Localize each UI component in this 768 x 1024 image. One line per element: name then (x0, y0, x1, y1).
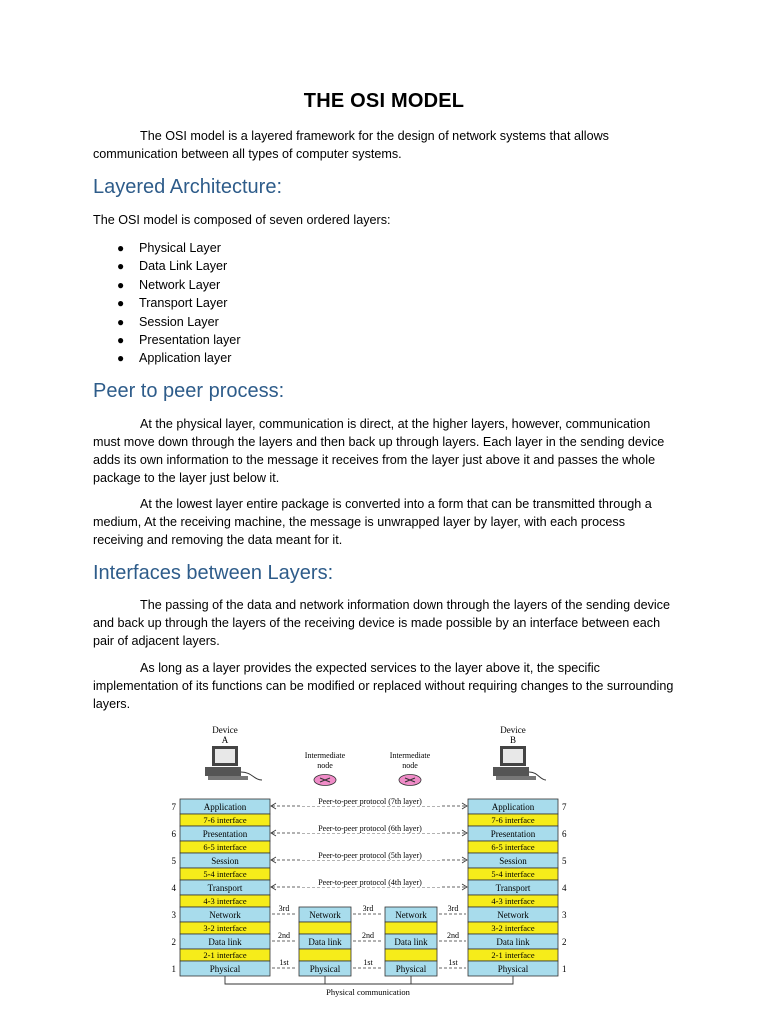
layer-number: 7 (562, 802, 567, 812)
interfaces-paragraph-2: As long as a layer provides the expected services to the layer above it, the specific implementation of its functions can be modified or replaced without requiring changes to the surrounding layers. (93, 661, 674, 711)
bullet-icon: ● (117, 351, 125, 366)
heading-peer-to-peer: Peer to peer process: (93, 380, 285, 402)
layer-label: Application (491, 802, 535, 812)
intermediate-node-label: Intermediate (304, 751, 346, 760)
interface-label: 5-4 interface (491, 869, 535, 879)
interface-label: 2-1 interface (203, 950, 247, 960)
computer-icon (205, 746, 262, 780)
layer-label: Presentation (202, 829, 248, 839)
layer-label: Session (211, 856, 239, 866)
bullet-icon: ● (117, 332, 125, 347)
peer-protocol-label: Peer-to-peer protocol (5th layer) (318, 851, 422, 860)
peer-protocol-label: Peer-to-peer protocol (4th layer) (318, 878, 422, 887)
list-item-text: Physical Layer (139, 241, 221, 255)
layer-number: 7 (171, 802, 176, 812)
list-item (93, 276, 241, 294)
layer-label: Session (499, 856, 527, 866)
interfaces-paragraph-1: The passing of the data and network information down through the layers of the sending device and back up through the layers of the receiving device is made possible by an interface between each pair of adjacent layers. (93, 598, 670, 648)
layer-label: Transport (495, 883, 531, 893)
bullet-icon: ● (117, 259, 125, 274)
layer-number: 4 (562, 883, 567, 893)
bullet-icon: ● (117, 296, 125, 311)
interface-label: 4-3 interface (203, 896, 247, 906)
intermediate-node-label: Intermediate (389, 751, 431, 760)
peer-paragraph-2: At the lowest layer entire package is converted into a form that can be transmitted through a medium, At the receiving machine, the message is unwrapped layer by layer, with each process receiving and removing the data meant for it. (93, 497, 652, 547)
device-a-letter: A (221, 735, 229, 745)
layer-label: Network (497, 910, 529, 920)
list-item-text: Session Layer (139, 314, 219, 329)
bullet-icon: ● (117, 241, 125, 255)
peer-paragraph-1: At the physical layer, communication is direct, at the higher layers, however, communication must move down through the layers and then back up through layers. Each layer in the sending device adds its own information to the message it receives from the layer just above it and passes the whole package to the layer just below it. (93, 417, 665, 485)
bullet-icon: ● (117, 277, 125, 292)
layer-label: Data link (496, 937, 530, 947)
router-icon (314, 775, 336, 786)
hop-label: 2nd (447, 931, 459, 940)
list-item (93, 294, 241, 312)
layer-label: Network (209, 910, 241, 920)
page-title: THE OSI MODEL (303, 90, 465, 112)
physical-link (225, 976, 513, 984)
hop-label: 2nd (278, 931, 290, 940)
list-item (93, 331, 241, 349)
physical-communication-label: Physical communication (326, 987, 410, 997)
peer-protocol-label: Peer-to-peer protocol (7th layer) (318, 797, 422, 806)
list-item (93, 257, 241, 275)
layer-label: Physical (497, 964, 529, 974)
hop-label: 2nd (362, 931, 374, 940)
layer-label: Data link (308, 937, 342, 947)
intermediate-node-label: node (317, 761, 333, 770)
layer-label: Data link (394, 937, 428, 947)
layer-number: 1 (171, 964, 176, 974)
layer-number: 5 (562, 856, 567, 866)
device-b-label: Device (500, 725, 526, 735)
intermediate-stack-2 (385, 907, 437, 976)
layer-numbers-right (562, 802, 567, 974)
layer-number: 5 (171, 856, 176, 866)
layer-number: 3 (171, 910, 176, 920)
peer-protocol-label: Peer-to-peer protocol (6th layer) (318, 824, 422, 833)
layer-label: Network (395, 910, 427, 920)
list-item (93, 239, 241, 257)
hop-label: 3rd (278, 904, 290, 913)
interface-label: 6-5 interface (203, 842, 247, 852)
interface-label: 4-3 interface (491, 896, 535, 906)
interface-label: 3-2 interface (491, 923, 535, 933)
hop-label: 1st (363, 958, 373, 967)
peer-protocols (271, 803, 467, 890)
device-a-stack (180, 799, 270, 976)
device-b-stack (468, 799, 558, 976)
router-icon (399, 775, 421, 786)
interface-label: 6-5 interface (491, 842, 535, 852)
list-item-text: Application layer (139, 351, 232, 366)
layer-label: Network (309, 910, 341, 920)
hop-label: 1st (279, 958, 289, 967)
layer-number: 3 (562, 910, 567, 920)
intro-paragraph: The OSI model is a layered framework for the design of network systems that allows communication between all types of computer systems. (93, 129, 609, 161)
list-item-text: Network Layer (139, 277, 221, 292)
hop-label: 3rd (447, 904, 459, 913)
layer-label: Presentation (490, 829, 536, 839)
interface-label: 3-2 interface (203, 923, 247, 933)
layer-label: Physical (309, 964, 341, 974)
layer-number: 4 (171, 883, 176, 893)
interface-label: 7-6 interface (203, 815, 247, 825)
layer-list (93, 239, 241, 368)
list-item (93, 313, 241, 331)
heading-layered-architecture: Layered Architecture: (93, 176, 282, 198)
layer-label: Data link (208, 937, 242, 947)
interface-label: 7-6 interface (491, 815, 535, 825)
device-a-label: Device (212, 725, 238, 735)
layer-number: 1 (562, 964, 567, 974)
layer-number: 2 (171, 937, 176, 947)
hop-label: 3rd (362, 904, 374, 913)
list-item (93, 349, 241, 367)
interface-label: 5-4 interface (203, 869, 247, 879)
layer-label: Transport (207, 883, 243, 893)
heading-interfaces: Interfaces between Layers: (93, 562, 334, 584)
intermediate-stack-1 (299, 907, 351, 976)
layer-number: 6 (562, 829, 567, 839)
computer-icon (493, 746, 546, 780)
list-item-text: Transport Layer (139, 296, 228, 311)
layer-label: Physical (209, 964, 241, 974)
intermediate-node-label: node (402, 761, 418, 770)
layer-numbers-left (172, 802, 177, 974)
list-item-text: Presentation layer (139, 332, 241, 347)
layers-lead: The OSI model is composed of seven ordered layers: (93, 213, 391, 227)
layer-number: 2 (562, 937, 567, 947)
device-b-letter: B (509, 735, 517, 745)
layer-label: Application (203, 802, 247, 812)
hop-label: 1st (448, 958, 458, 967)
interface-label: 2-1 interface (491, 950, 535, 960)
bullet-icon: ● (117, 314, 125, 329)
osi-layers-figure (168, 720, 588, 1002)
layer-number: 6 (171, 829, 176, 839)
list-item-text: Data Link Layer (139, 259, 228, 274)
layer-label: Physical (395, 964, 427, 974)
